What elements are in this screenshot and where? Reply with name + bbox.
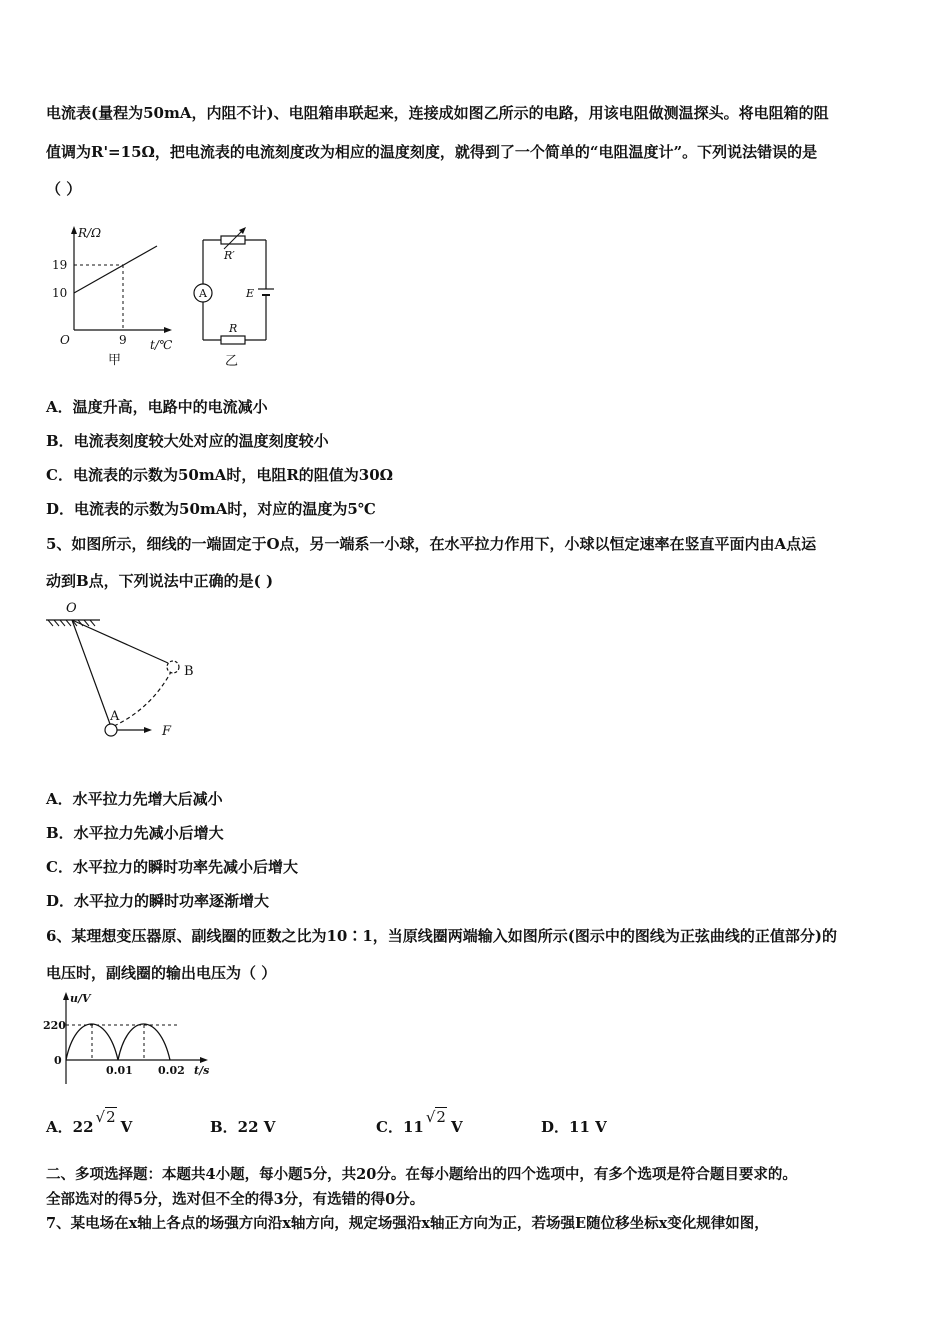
q5-text-line2: 动到B点，下列说法中正确的是( ) [46, 572, 274, 590]
q4-text-line2: 值调为R'=15Ω，把电流表的电流刻度改为相应的温度刻度，就得到了一个简单的“电阻温度计”。下列说法错误的是 [46, 143, 818, 161]
q4-text-line1: 电流表(量程为50mA，内阻不计)、电阻箱串联起来，连接成如图乙所示的电路，用该电阻做测温探头。将电阻箱的阻 [46, 104, 829, 122]
q6-graph-tick-002: 0.02 [158, 1064, 185, 1077]
pendulum-point-b: B [184, 664, 194, 679]
graph-origin: O [60, 333, 70, 347]
q4-graph-jia [40, 222, 190, 372]
q6-option-a-prefix: A．22 [46, 1118, 94, 1136]
pendulum-force-f: F [162, 724, 172, 739]
graph-caption: 甲 [108, 353, 122, 368]
q7-text-line1: 7、某电场在x轴上各点的场强方向沿x轴方向，规定场强沿x轴正方向为正，若场强E随位移坐标x变化规律如图， [46, 1215, 769, 1232]
q5-option-d[interactable]: D．水平拉力的瞬时功率逐渐增大 [46, 892, 270, 910]
graph-tick-19: 19 [52, 258, 68, 272]
graph-y-label: R/Ω [78, 226, 102, 240]
q6-option-a-unit: V [120, 1118, 133, 1136]
q4-circuit-yi [190, 222, 280, 372]
graph-tick-9: 9 [119, 333, 127, 347]
q6-graph-tick-0: 0 [54, 1054, 62, 1067]
q6-option-d[interactable]: D．11 V [541, 1118, 607, 1136]
q5-option-a[interactable]: A．水平拉力先增大后减小 [46, 790, 223, 808]
section2-heading-line1: 二、多项选择题：本题共4小题，每小题5分，共20分。在每小题给出的四个选项中，有多个选项是符合题目要求的。 [46, 1166, 797, 1183]
q6-option-b[interactable]: B．22 V [210, 1118, 276, 1136]
pendulum-point-a: A [110, 709, 120, 724]
q6-option-c-prefix: C．11 [376, 1118, 424, 1136]
circuit-emf: E [246, 287, 255, 300]
q6-option-c-radicand: 2 [436, 1108, 446, 1126]
circuit-caption: 乙 [225, 354, 239, 369]
graph-tick-10: 10 [52, 286, 68, 300]
q6-option-c-unit: V [450, 1118, 463, 1136]
q4-option-c[interactable]: C．电流表的示数为50mA时，电阻R的阻值为30Ω [46, 466, 394, 484]
q4-text-line3: （ ） [46, 180, 82, 198]
q6-graph-x-label: t/s [194, 1064, 210, 1077]
q4-option-b[interactable]: B．电流表刻度较大处对应的温度刻度较小 [46, 432, 329, 450]
q4-option-d[interactable]: D．电流表的示数为50mA时，对应的温度为5℃ [46, 500, 376, 518]
sqrt-symbol: √2 [95, 1108, 116, 1126]
pendulum-point-o: O [66, 601, 77, 616]
q6-graph-tick-001: 0.01 [106, 1064, 133, 1077]
q6-graph-y-label: u/V [70, 992, 91, 1005]
q6-voltage-graph [40, 988, 220, 1088]
q4-option-a[interactable]: A．温度升高，电路中的电流减小 [46, 398, 268, 416]
q6-option-c[interactable] [376, 1108, 463, 1137]
q6-option-a[interactable] [46, 1108, 133, 1137]
q5-text-line1: 5、如图所示，细线的一端固定于O点，另一端系一小球，在水平拉力作用下，小球以恒定速率在竖直平面内由A点运 [46, 535, 817, 553]
circuit-resistor: R [229, 322, 238, 335]
graph-x-label: t/℃ [150, 338, 173, 352]
sqrt-symbol: √2 [425, 1108, 446, 1126]
q6-graph-tick-220: 220 [43, 1019, 66, 1032]
q5-option-b[interactable]: B．水平拉力先减小后增大 [46, 824, 224, 842]
circuit-rprime: R′ [224, 249, 235, 262]
q6-option-a-radicand: 2 [106, 1108, 116, 1126]
q5-pendulum-figure [40, 598, 210, 748]
section2-heading-line2: 全部选对的得5分，选对但不全的得3分，有选错的得0分。 [46, 1191, 425, 1208]
q5-option-c[interactable]: C．水平拉力的瞬时功率先减小后增大 [46, 858, 298, 876]
circuit-ammeter: A [199, 287, 207, 300]
q6-text-line2: 电压时，副线圈的输出电压为（ ） [46, 964, 277, 982]
q6-text-line1: 6、某理想变压器原、副线圈的匝数之比为10∶1，当原线圈两端输入如图所示(图示中的图线为正弦曲线的正值部分)的 [46, 927, 837, 945]
